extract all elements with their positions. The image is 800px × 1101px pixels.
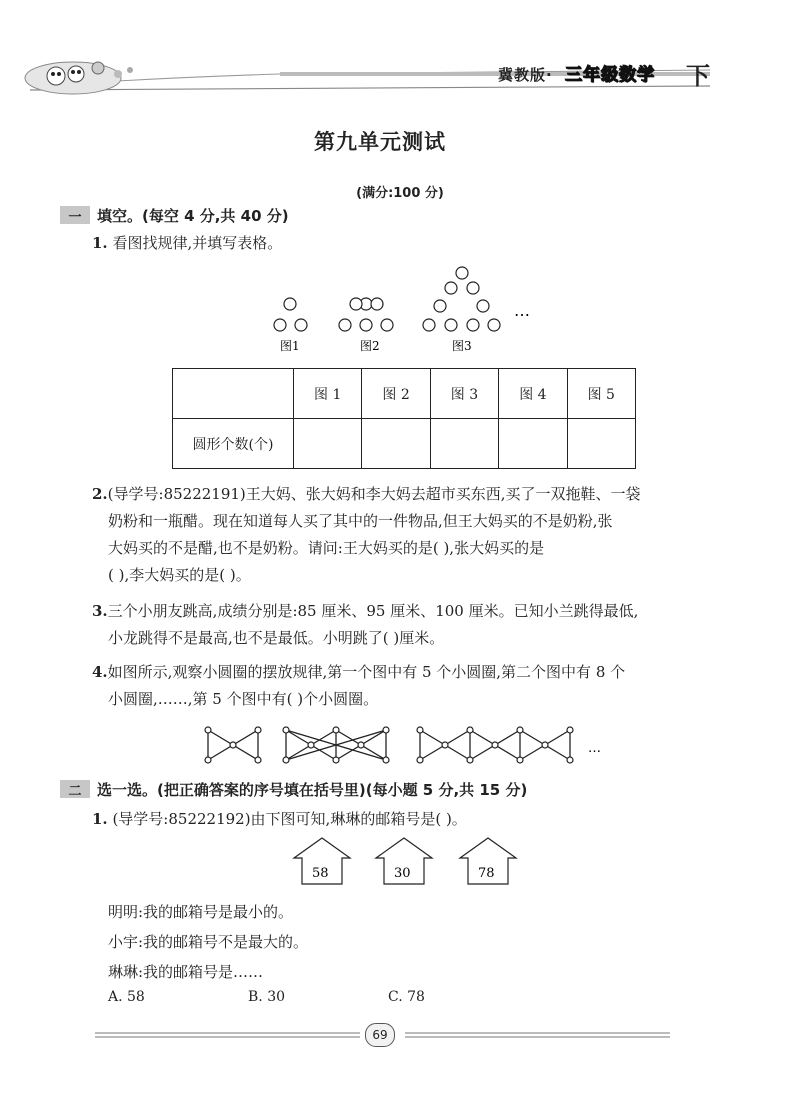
section-1-title: 填空。(每空 4 分,共 40 分)	[97, 207, 289, 225]
answer-cell[interactable]	[567, 419, 635, 469]
section-2-badge: 二	[60, 780, 90, 798]
score-note: (满分:100 分)	[356, 186, 444, 201]
question-text: 看图找规律,并填写表格。	[112, 234, 283, 252]
question-number: 3.	[92, 602, 108, 620]
question-line: 奶粉和一瓶醋。现在知道每人买了其中的一件物品,但王大妈买的不是奶粉,张	[108, 512, 613, 530]
volume-label: 下	[686, 62, 710, 90]
table-row	[173, 419, 636, 469]
statement: 明明:我的邮箱号是最小的。	[108, 903, 294, 921]
question-number: 1.	[92, 234, 108, 252]
table-header-cell: 图 5	[567, 369, 635, 419]
figure-label: 图2	[360, 339, 380, 353]
table-header-cell: 图 3	[430, 369, 498, 419]
question-1-4	[92, 659, 732, 713]
answer-cell[interactable]	[294, 419, 362, 469]
statements	[108, 899, 308, 986]
option-a[interactable]: A. 58	[108, 989, 145, 1005]
question-line: 大妈买的不是醋,也不是奶粉。请问:王大妈买的是( ),张大妈买的是	[108, 539, 545, 557]
question-number: 1.	[92, 810, 108, 828]
question-1-3	[92, 598, 732, 652]
figure-label: 图3	[452, 339, 472, 353]
option-b[interactable]: B. 30	[248, 989, 286, 1005]
statement: 小宇:我的邮箱号不是最大的。	[108, 933, 309, 951]
question-line: ( ),李大妈买的是( )。	[108, 566, 251, 584]
table-header-cell: 图 2	[362, 369, 430, 419]
question-line: 如图所示,观察小圆圈的摆放规律,第一个图中有 5 个小圆圈,第二个图中有 8 个	[107, 663, 626, 681]
answer-cell[interactable]	[362, 419, 430, 469]
statement: 琳琳:我的邮箱号是……	[108, 963, 264, 981]
section-2-title: 选一选。(把正确答案的序号填在括号里)(每小题 5 分,共 15 分)	[97, 781, 528, 799]
mailbox-number: 78	[478, 866, 495, 881]
question-text: (导学号:85222192)由下图可知,琳琳的邮箱号是( )。	[112, 810, 467, 828]
bowtie-pattern-figure	[200, 724, 620, 768]
question-number: 2.	[92, 485, 108, 503]
question-number: 4.	[92, 663, 108, 681]
mailbox-number: 30	[394, 866, 411, 881]
page-number: 69	[365, 1023, 395, 1047]
mailbox-houses-figure	[290, 836, 530, 890]
question-1-1	[92, 230, 282, 257]
table-row-label: 圆形个数(个)	[173, 419, 294, 469]
series-label: 冀教版·	[498, 66, 553, 84]
question-2-1	[92, 806, 467, 833]
circle-pattern-figure	[262, 258, 552, 358]
question-1-2	[92, 481, 732, 589]
footer-lines	[95, 1026, 705, 1046]
page-title: 第九单元测试	[314, 130, 446, 154]
answer-cell[interactable]	[430, 419, 498, 469]
table-header-cell: 图 4	[499, 369, 567, 419]
figure-label: 图1	[280, 339, 300, 353]
table-header-row	[173, 369, 636, 419]
question-line: 三个小朋友跳高,成绩分别是:85 厘米、95 厘米、100 厘米。已知小兰跳得最低,	[107, 602, 639, 620]
mascot-logo-icon	[18, 48, 148, 98]
section-1-badge: 一	[60, 206, 90, 224]
pattern-table	[172, 368, 636, 469]
question-line: (导学号:85222191)王大妈、张大妈和李大妈去超市买东西,买了一双拖鞋、一袋	[107, 485, 641, 503]
table-header-cell: 图 1	[294, 369, 362, 419]
question-line: 小圆圈,……,第 5 个图中有( )个小圆圈。	[108, 690, 379, 708]
option-c[interactable]: C. 78	[388, 989, 425, 1005]
mailbox-number: 58	[312, 866, 329, 881]
ellipsis: …	[514, 301, 530, 320]
grade-label: 三年级数学	[565, 65, 655, 85]
table-corner-cell	[173, 369, 294, 419]
question-line: 小龙跳得不是最高,也不是最低。小明跳了( )厘米。	[108, 629, 445, 647]
ellipsis: …	[588, 741, 601, 756]
answer-cell[interactable]	[499, 419, 567, 469]
